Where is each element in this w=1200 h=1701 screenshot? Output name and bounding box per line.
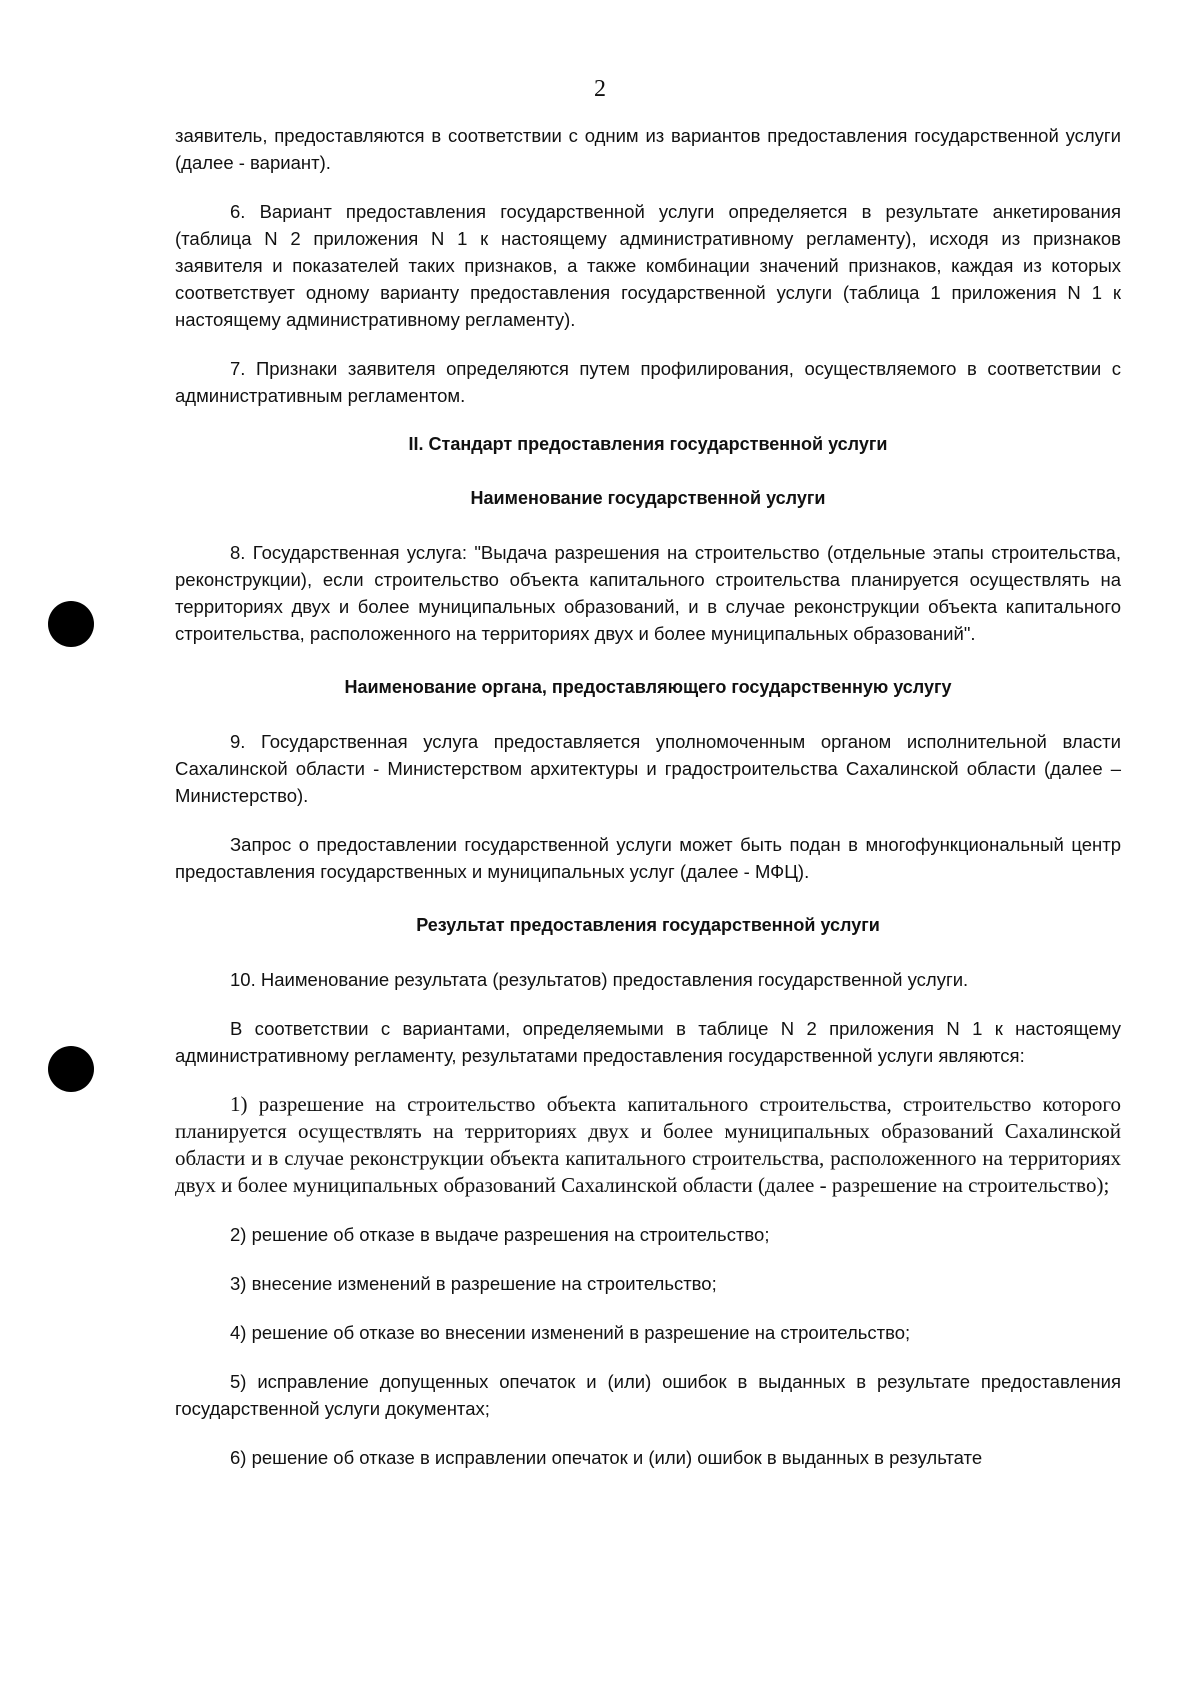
- subheading-result: Результат предоставления государственной услуги: [416, 915, 880, 935]
- page-number: 2: [594, 76, 606, 102]
- subheading-authority: Наименование органа, предоставляющего государственную услугу: [344, 677, 952, 697]
- paragraph-9-request: Запрос о предоставлении государственной услуги может быть подан в многофункциональный центр предоставления государственных и муниципальных услуг (далее - МФЦ).: [175, 834, 1121, 882]
- paragraph-9: 9. Государственная услуга предоставляется уполномоченным органом исполнительной власти Сахалинской области - Министерством архитектуры и градостроительства Сахалинской области (далее – Министерство).: [175, 731, 1121, 806]
- result-item-4: 4) решение об отказе во внесении изменений в разрешение на строительство;: [230, 1322, 911, 1343]
- result-item-6: 6) решение об отказе в исправлении опечаток и (или) ошибок в выданных в результате: [230, 1447, 983, 1468]
- result-item-2: 2) решение об отказе в выдаче разрешения на строительство;: [230, 1224, 770, 1245]
- punch-hole-bottom: [48, 1046, 94, 1092]
- punch-hole-top: [48, 601, 94, 647]
- result-item-3: 3) внесение изменений в разрешение на строительство;: [230, 1273, 717, 1294]
- result-item-5: 5) исправление допущенных опечаток и (или) ошибок в выданных в результате предоставления государственной услуги документах;: [175, 1371, 1121, 1419]
- document-body: [175, 122, 1121, 1471]
- paragraph-continuation: заявитель, предоставляются в соответствии с одним из вариантов предоставления государственной услуги (далее - вариант).: [175, 125, 1121, 173]
- result-item-1: 1) разрешение на строительство объекта капитального строительства, строительство которого планируется осуществлять на территориях двух и более муниципальных образований Сахалинской области и в случае реконструкции объекта капитального строительства, расположенного на территориях двух и более муниципальных образований Сахалинской области (далее - разрешение на строительство);: [175, 1092, 1121, 1197]
- paragraph-8: 8. Государственная услуга: "Выдача разрешения на строительство (отдельные этапы строительства, реконструкции), если строительство объекта капитального строительства планируется осуществлять на территориях двух и более муниципальных образований, и в случае реконструкции объекта капитального строительства, расположенного на территориях двух и более муниципальных образований".: [175, 542, 1121, 644]
- paragraph-6: 6. Вариант предоставления государственной услуги определяется в результате анкетирования (таблица N 2 приложения N 1 к настоящему административному регламенту), исходя из признаков заявителя и показателей таких признаков, а также комбинации значений признаков, каждая из которых соответствует одному варианту предоставления государственной услуги (таблица 1 приложения N 1 к настоящему административному регламенту).: [175, 201, 1121, 330]
- paragraph-10: 10. Наименование результата (результатов) предоставления государственной услуги.: [230, 969, 969, 990]
- paragraph-7: 7. Признаки заявителя определяются путем профилирования, осуществляемого в соответствии с административным регламентом.: [175, 358, 1121, 406]
- subheading-service-name: Наименование государственной услуги: [470, 488, 826, 508]
- paragraph-10-results: В соответствии с вариантами, определяемыми в таблице N 2 приложения N 1 к настоящему административному регламенту, результатами предоставления государственной услуги являются:: [175, 1018, 1121, 1066]
- section-heading-standard: II. Стандарт предоставления государственной услуги: [408, 434, 888, 454]
